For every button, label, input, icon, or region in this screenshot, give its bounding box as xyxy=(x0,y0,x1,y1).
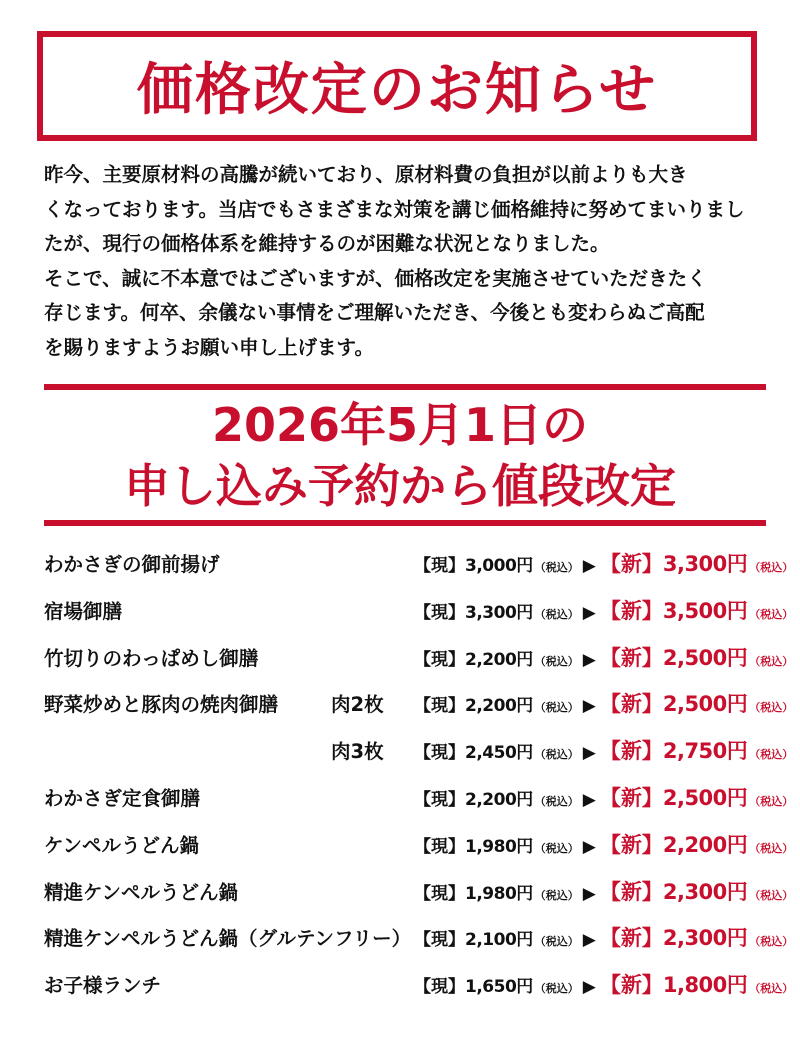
menu-item-name: 野菜炒めと豚肉の焼肉御膳 xyxy=(44,693,279,717)
tax-note: （税込） xyxy=(534,935,579,949)
price-row xyxy=(0,637,800,677)
tax-note: （税込） xyxy=(749,841,794,855)
new-price: 2,750円 xyxy=(662,739,748,764)
menu-item-name: 竹切りのわっぱめし御膳 xyxy=(44,646,259,670)
menu-item-name: お子様ランチ xyxy=(44,974,162,998)
tax-note: （税込） xyxy=(534,841,579,855)
tax-note: （税込） xyxy=(749,748,794,762)
new-label: 【新】 xyxy=(599,832,663,857)
tax-note: （税込） xyxy=(749,607,794,621)
price-row xyxy=(0,543,800,583)
price-group xyxy=(414,969,793,999)
arrow-right-icon: ▶ xyxy=(582,602,596,623)
headline-subject: 申し込み予約から値段改定 xyxy=(124,459,676,513)
tax-note: （税込） xyxy=(749,561,794,574)
new-label: 【新】 xyxy=(599,645,663,670)
divider-bottom xyxy=(44,520,766,526)
divider-top xyxy=(44,384,766,390)
intro-line: を賜りますようお願い申し上げます。 xyxy=(44,335,374,359)
current-label: 【現】 xyxy=(414,649,465,670)
menu-item-name: わかさぎ定食御膳 xyxy=(44,787,201,810)
current-label: 【現】 xyxy=(414,696,465,717)
current-label: 【現】 xyxy=(414,556,465,576)
menu-item-variant: 肉3枚 xyxy=(331,740,384,764)
intro-line: 存じます。何卒、余儀ない事情をご理解いただき、今後とも変わらぬご高配 xyxy=(44,301,705,324)
intro-text xyxy=(44,158,764,365)
arrow-right-icon: ▶ xyxy=(582,977,596,998)
current-label: 【現】 xyxy=(414,790,465,810)
new-label: 【新】 xyxy=(599,739,663,764)
current-price: 2,450円 xyxy=(465,743,533,764)
new-price: 1,800円 xyxy=(662,973,748,998)
menu-item-name: 精進ケンペルうどん鍋 xyxy=(44,880,239,904)
arrow-right-icon: ▶ xyxy=(582,649,596,670)
tax-note: （税込） xyxy=(534,607,579,621)
current-price: 3,300円 xyxy=(465,602,533,623)
tax-note: （税込） xyxy=(749,935,794,949)
price-group xyxy=(414,548,793,578)
new-price: 2,500円 xyxy=(662,692,748,717)
menu-item-name: 精進ケンペルうどん鍋（グルテンフリー） xyxy=(44,927,412,951)
headline-date: 2026年5月1日の xyxy=(211,398,589,452)
new-price: 2,300円 xyxy=(662,879,748,904)
menu-item-variant: 肉2枚 xyxy=(331,693,384,717)
price-group xyxy=(414,688,793,718)
intro-line: くなっております。当店でもさまざまな対策を講じ価格維持に努めてまいりまし xyxy=(44,197,745,221)
tax-note: （税込） xyxy=(534,654,579,668)
price-group xyxy=(414,642,793,672)
price-row xyxy=(0,683,800,723)
price-group xyxy=(414,782,793,812)
menu-item-name: ケンペルうどん鍋 xyxy=(44,833,200,857)
new-label: 【新】 xyxy=(599,552,663,576)
new-label: 【新】 xyxy=(599,598,663,623)
arrow-right-icon: ▶ xyxy=(582,696,596,717)
new-label: 【新】 xyxy=(599,973,663,998)
tax-note: （税込） xyxy=(534,748,579,762)
current-price: 1,980円 xyxy=(465,883,533,904)
current-label: 【現】 xyxy=(414,883,465,904)
price-row xyxy=(0,730,800,770)
price-row xyxy=(0,590,800,630)
price-row xyxy=(0,777,800,817)
new-price: 2,300円 xyxy=(662,926,748,951)
current-label: 【現】 xyxy=(414,977,465,998)
tax-note: （税込） xyxy=(749,795,794,808)
arrow-right-icon: ▶ xyxy=(582,883,596,904)
new-price: 3,500円 xyxy=(662,598,748,623)
arrow-right-icon: ▶ xyxy=(582,743,596,764)
menu-item-name: わかさぎの御前揚げ xyxy=(44,553,220,576)
current-price: 3,000円 xyxy=(465,556,533,576)
tax-note: （税込） xyxy=(534,561,579,574)
new-label: 【新】 xyxy=(599,879,663,904)
tax-note: （税込） xyxy=(749,982,794,996)
current-price: 1,980円 xyxy=(465,836,533,857)
price-group xyxy=(414,876,793,906)
current-label: 【現】 xyxy=(414,930,465,951)
price-group xyxy=(414,735,793,765)
price-row xyxy=(0,871,800,911)
current-label: 【現】 xyxy=(414,602,465,623)
arrow-right-icon: ▶ xyxy=(582,790,596,810)
new-label: 【新】 xyxy=(599,692,663,717)
title-banner xyxy=(37,31,757,141)
new-price: 2,200円 xyxy=(662,832,748,857)
new-label: 【新】 xyxy=(599,926,663,951)
current-price: 2,200円 xyxy=(465,696,533,717)
tax-note: （税込） xyxy=(534,701,579,715)
tax-note: （税込） xyxy=(534,795,579,808)
menu-item-name: 宿場御膳 xyxy=(44,599,123,623)
price-group xyxy=(414,829,793,859)
arrow-right-icon: ▶ xyxy=(582,556,596,576)
price-row xyxy=(0,964,800,1004)
current-price: 1,650円 xyxy=(465,977,533,998)
current-label: 【現】 xyxy=(414,836,465,857)
tax-note: （税込） xyxy=(749,888,794,902)
tax-note: （税込） xyxy=(749,701,794,715)
tax-note: （税込） xyxy=(749,654,794,668)
page-title: 価格改定のお知らせ xyxy=(136,58,658,123)
price-row xyxy=(0,824,800,864)
current-price: 2,200円 xyxy=(465,649,533,670)
price-group xyxy=(414,595,793,625)
new-price: 3,300円 xyxy=(662,552,748,576)
intro-line: たが、現行の価格体系を維持するのが困難な状況となりました。 xyxy=(44,232,610,255)
price-group xyxy=(414,922,793,952)
current-price: 2,200円 xyxy=(465,790,533,810)
new-label: 【新】 xyxy=(599,786,663,810)
current-price: 2,100円 xyxy=(465,930,533,951)
intro-line: 昨今、主要原材料の高騰が続いており、原材料費の負担が以前よりも大き xyxy=(44,163,688,186)
current-label: 【現】 xyxy=(414,743,465,764)
new-price: 2,500円 xyxy=(662,786,748,810)
arrow-right-icon: ▶ xyxy=(582,836,596,857)
price-row xyxy=(0,917,800,957)
tax-note: （税込） xyxy=(534,888,579,902)
new-price: 2,500円 xyxy=(662,645,748,670)
arrow-right-icon: ▶ xyxy=(582,930,596,951)
intro-line: そこで、誠に不本意ではございますが、価格改定を実施させていただきたく xyxy=(44,266,707,290)
tax-note: （税込） xyxy=(534,982,579,996)
